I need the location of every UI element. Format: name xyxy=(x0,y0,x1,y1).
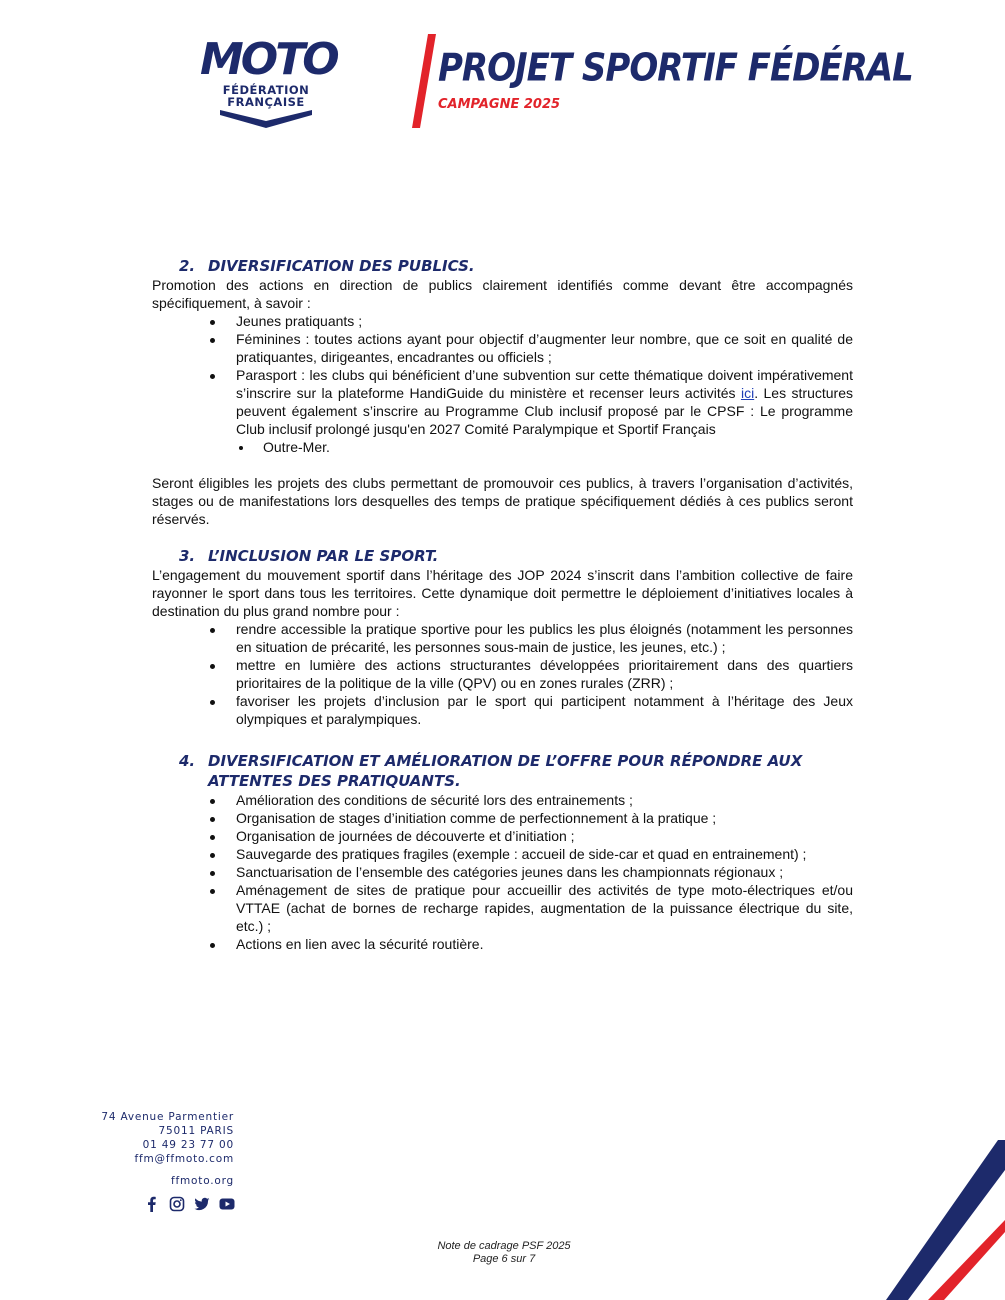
list-item: Sauvegarde des pratiques fragiles (exemple : accueil de side-car et quad en entrainement) ; xyxy=(236,845,853,863)
section-2-intro: Promotion des actions en direction de publics clairement identifiés comme devant être accompagnés spécifiquement, à savoir : xyxy=(152,277,853,311)
handiguide-link[interactable]: ici xyxy=(740,385,755,401)
logo-wordmark: MOTO xyxy=(200,34,337,85)
tricolor-stripes-decoration xyxy=(880,1140,1005,1300)
twitter-icon[interactable] xyxy=(194,1196,210,1212)
red-accent-bar xyxy=(412,34,436,128)
list-item: favoriser les projets d’inclusion par le sport qui participent notamment à l’héritage des Jeux olympiques et paralympiques. xyxy=(236,693,853,727)
page-footer-note: Note de cadrage PSF 2025 Page 6 sur 7 xyxy=(404,1240,604,1266)
list-item: Sanctuarisation de l’ensemble des catégories jeunes dans les championnats régionaux ; xyxy=(236,863,853,881)
section-2-closing: Seront éligibles les projets des clubs permettant de promouvoir ces publics, à travers l’organisation d’activités, stages ou de manifestations lors desquelles des temps de pratique spécifiquement dédiés à ces publics seront réservés. xyxy=(152,475,853,527)
instagram-icon[interactable] xyxy=(169,1196,185,1212)
section-4-number: 4. xyxy=(179,752,196,770)
facebook-icon[interactable] xyxy=(144,1196,160,1212)
logo-subtitle: FÉDÉRATION FRANÇAISE xyxy=(222,83,310,109)
section-4-title: 4. DIVERSIFICATION ET AMÉLIORATION DE L’OFFRE POUR RÉPONDRE AUX ATTENTES DES PRATIQUANTS. xyxy=(179,752,803,790)
document-body xyxy=(152,256,853,953)
list-item: mettre en lumière des actions structurantes développées prioritairement dans des quartiers prioritaires de la politique de la ville (QPV) ou en zones rurales (ZRR) ; xyxy=(236,657,853,691)
list-item: Amélioration des conditions de sécurité lors des entrainements ; xyxy=(236,791,853,809)
list-item: Parasport : les clubs qui bénéficient d’une subvention sur cette thématique doivent impérativement s’inscrire sur la plateforme HandiGuide du ministère et recenser leurs activités ici. Les structures peuvent également s’inscrire au Programme Club inclusif proposé par le CPSF : Le programme Club inclusif prolongé jusqu'en 2027 Comité Paralympique et Sportif Français xyxy=(236,367,853,437)
youtube-icon[interactable] xyxy=(219,1196,235,1212)
section-2-title: 2. DIVERSIFICATION DES PUBLICS. xyxy=(179,257,475,275)
ffm-logo xyxy=(200,34,337,130)
section-2-list xyxy=(152,312,853,438)
logo-chevron-icon xyxy=(220,110,312,128)
section-3-intro: L’engagement du mouvement sportif dans l’héritage des JOP 2024 s’inscrit dans l’ambition collective de faire rayonner le sport dans tous les territoires. Cette dynamique doit permettre le déploiement d’initiatives locales à destination du plus grand nombre pour : xyxy=(152,567,853,619)
section-2-sublist xyxy=(152,438,853,456)
section-3-list xyxy=(152,620,853,728)
list-item: Organisation de stages d’initiation comme de perfectionnement à la pratique ; xyxy=(236,809,853,827)
social-icons xyxy=(144,1196,235,1212)
page-title: PROJET SPORTIF FÉDÉRAL xyxy=(438,46,913,91)
section-3-number: 3. xyxy=(179,547,196,565)
section-2-number: 2. xyxy=(179,257,196,275)
section-3-title: 3. L’INCLUSION PAR LE SPORT. xyxy=(179,547,439,565)
list-item: Aménagement de sites de pratique pour accueillir des activités de type moto-électriques et/ou VTTAE (achat de bornes de recharge rapides, augmentation de la puissance électrique du site, etc.) ; xyxy=(236,882,853,934)
footer-website[interactable]: ffmoto.org xyxy=(171,1175,234,1187)
footer-email[interactable]: ffm@ffmoto.com xyxy=(134,1153,234,1165)
list-item: Jeunes pratiquants ; xyxy=(236,312,853,330)
footer-address: 74 Avenue Parmentier 75011 PARIS 01 49 23 77 00 ffm@ffmoto.com xyxy=(60,1110,234,1166)
page-number: Page 6 sur 7 xyxy=(472,1253,536,1265)
list-item: Actions en lien avec la sécurité routière. xyxy=(236,935,853,953)
list-item: Organisation de journées de découverte et d’initiation ; xyxy=(236,827,853,845)
section-4-list xyxy=(152,791,853,953)
list-item: rendre accessible la pratique sportive pour les publics les plus éloignés (notamment les personnes en situation de précarité, les personnes sous-main de justice, les jeunes, etc.) ; xyxy=(236,621,853,655)
campaign-label: CAMPAGNE 2025 xyxy=(438,97,561,112)
list-item: Outre-Mer. xyxy=(263,438,853,456)
list-item: Féminines : toutes actions ayant pour objectif d’augmenter leur nombre, que ce soit en qualité de pratiquantes, dirigeantes, encadrantes ou officiels ; xyxy=(236,331,853,365)
